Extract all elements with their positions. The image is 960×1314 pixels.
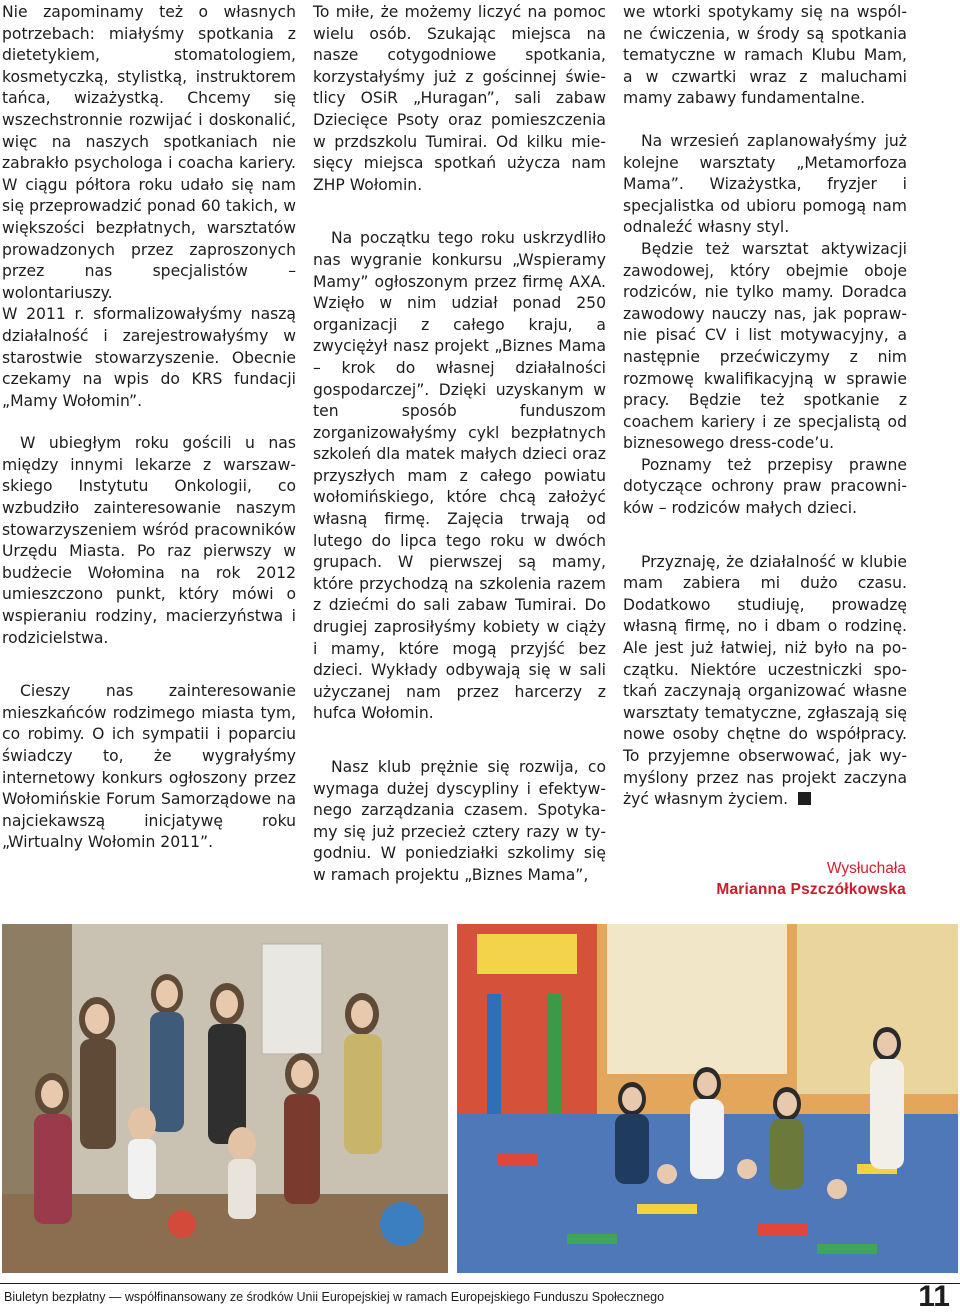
paragraph: Poznamy też przepisy prawne dotyczące ochrony praw pracowników – rodziców małych dzieci. [623,455,907,518]
paragraph: W 2011 r. sformalizowałyśmy naszą działalność i zarejestrowałyśmy w starostwie stowarzyszenie. Obecnie czekamy na wpis do KRS fundacji „Mamy Wołomin”. [2,305,296,410]
byline-author: Marianna Pszczółkowska [716,881,906,898]
paragraph: Cieszy nas zainteresowanie mieszkańców rodzimego miasta tym, co robimy. O ich sympatii i poparciu świadczy to, że wygrałyśmy internetowy konkurs ogłoszony przez Wołomińskie Forum Samorządowe na najciekawszą inicjatywę roku „Wirtualny Wołomin 2011”. [2,682,296,852]
article-column-2 [313,2,606,887]
paragraph: Na wrzesień zaplanowałyśmy już kolejne warsztaty „Metamorfoza Mama”. Wizażystka, fryzjer i specjalistka od ubioru pomogą nam odnaleźć własny styl. [623,131,907,237]
paragraph: we wtorki spotykamy się na wspólne ćwiczenia, w środy są spotkania tematyczne w ramach Klubu Mam, a w czwartki wraz z maluchami mamy zabawy fundamentalne. [623,3,907,108]
paragraph [623,552,907,811]
page-number: 11 [918,1280,950,1313]
paragraph: Nasz klub prężnie się rozwija, co wymaga dużej dyscypliny i efektywnego zarządzania czasem. Spotykamy się już przecież cztery razy w tygodniu. W poniedziałki szkolimy się w ramach projektu „Biznes Mama”, [313,758,606,884]
paragraph: To miłe, że możemy liczyć na pomoc wielu osób. Szukając miejsca na nasze cotygodniowe spotkania, korzystałyśmy już z gościnnej świetlicy OSiR „Huragan”, sali zabaw Dziecięce Psoty oraz pomieszczenia w przdszkolu Tumirai. Od kilku miesięcy miejsca spotkań użycza nam ZHP Wołomin. [313,3,606,194]
closing-paragraph-text: Przyznaję, że działalność w klubie mam zabiera mi dużo czasu. Dodatkowo studiuję, prowadzę własną firmę, no i dbam o rodzinę. Ale jest już łatwiej, niż było na początku. Niektóre uczestniczki spotkań zaczynają organizować własne warsztaty tematyczne, zgłaszają się nowe osoby chętne do współpracy. To przyjemne obserwować, jak wymyślony przez nas projekt zaczyna żyć własnym życiem. [623,552,907,809]
playroom-photo-mothers-and-toddlers [457,924,958,1273]
article-column-1 [2,2,296,854]
footer-divider [0,1283,960,1284]
photo-illustration-left [2,924,448,1273]
footer-funding-note: Biuletyn bezpłatny — współfinansowany ze środków Unii Europejskiej w ramach Europejskiego Funduszu Społecznego [4,1290,665,1304]
paragraph: Na początku tego roku uskrzydliło nas wygranie konkursu „Wspieramy Mamy” ogłoszonym przez firmę AXA. Wzięło w nim udział ponad 250 organizacji z całego kraju, a zwyciężył nasz projekt „Biznes Mama – krok do własnej działalności gospodarczej”. Dzięki uzyskanym w ten sposób funduszom zorganizowałyśmy cykl bezpłatnych szkoleń dla matek małych dzieci oraz przyszłych mam z całego powiatu wołomińskiego, które chcą założyć własną firmę. Zajęcia trwają od lutego do lipca tego roku w dwóch grupach. W pierwszej są mamy, które przychodzą na szkolenia razem z dziećmi do sali zabaw Tumirai. Do drugiej zaprosiłyśmy kobiety w ciąży i mamy, które mogą przyjść bez dzieci. Wykłady odbywają się w sali użyczanej nam przez harcerzy z hufca Wołomin. [313,229,606,723]
photo-illustration-right [457,924,958,1273]
article-column-3 [623,2,907,811]
paragraph: Będzie też warsztat aktywizacji zawodowej, który obejmie oboje rodziców, nie tylko mamy. Doradca zawodowy nauczy nas, jak poprawnie pisać CV i list motywacyjny, a następnie przećwiczymy z nim rozmowę kwalifikacyjną w sprawie pracy. Będzie też spotkanie z coachem kariery i ze specjalistą od biznesowego dress-code’u. [623,239,907,453]
paragraph: Nie zapominamy też o własnych potrzebach: miałyśmy spotkania z dietetykiem, stomatologiem, kosmetyczką, stylistką, instruktorem tańca, wizażystką. Chcemy się wszechstronnie rozwijać i doskonalić, więc na naszych spotkaniach nie zabrakło psychologa i coacha kariery. W ciągu półtora roku udało się nam się przeprowadzić ponad 60 takich, w większości bezpłatnych, warsztatów prowadzonych przez zaproszonych przez nas specjalistów – wolontariuszy. [2,3,296,302]
byline-label: Wysłuchała [826,860,906,877]
end-of-article-mark [798,792,811,805]
group-photo-mothers-with-children [2,924,448,1273]
paragraph: W ubiegłym roku gościli u nas między innymi lekarze z warszawskiego Instytutu Onkologii, co wzbudziło zainteresowanie naszym stowarzyszeniem wśród pracowników Urzędu Miasta. Po raz pierwszy w budżecie Wołomina na rok 2012 umieszczono punkt, który mówi o wspieraniu rodziny, macierzyństwa i rodzicielstwa. [2,434,296,647]
